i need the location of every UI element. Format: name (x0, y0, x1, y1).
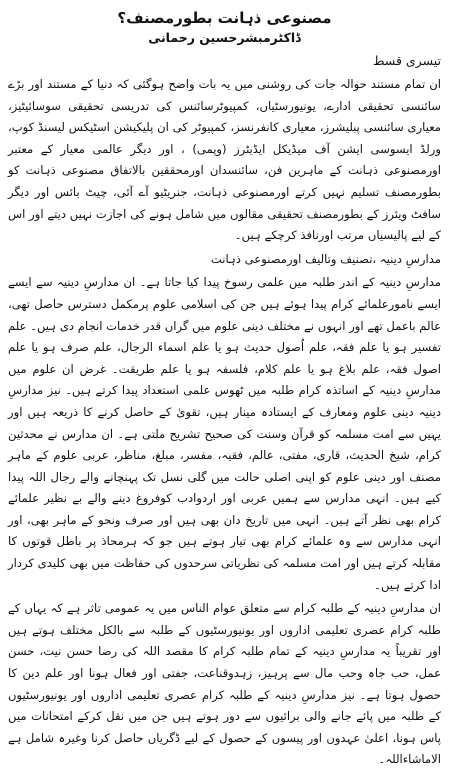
section-subheading: مدارسِ دینیہ ،تصنیف وتالیف اورمصنوعی ذہانت (210, 251, 441, 266)
article-paragraph: ان تمام مستند حوالہ جات کی روشنی میں یہ بات واضح ہوگئی کہ دنیا کے مستند اور بڑے سائنسی تحقیقی ادارے، یونیورسٹیاں، کمپیوٹرسائنس کی تدریسی تحقیقی سوسائیٹیز، معیاری سائنسی پبلیشرز، معیاری کانفرنسز، کمپیوٹر کی ان پلیکیشن اسٹیکس لیسنڈ کوپ، ورلڈ ایسوسی ایشن آف میڈیکل ایڈیٹرز (وپمی) ، اور دیگر عالمی معیار کے معتبر اورمصنوعی ذہانت کے ماہرین فن، سائنسدان اورمحققین بالاتفاق مصنوعی ذہانت کو بطورمصنف تسلیم نہیں کرتے اورمصنوعی ذہانت، جنریٹیو آے آئی، چیٹ بائس اور دیگر سافٹ ویئرز کے بطورمصنف تحقیقی مقالوں میں شامل ہونے کی اجازت نہیں دیتے اور اس کے لیے پالیسیاں مرتب اورنافذ کرچکے ہیں۔ (8, 77, 441, 243)
installment-label: تیسری قسط (372, 53, 441, 68)
author-byline: ڈاکٹرمبشرحسین رحمانی (148, 30, 301, 45)
article-paragraph: ان مدارسِ دینیہ کے طلبہ کرام سے متعلق عوام الناس میں یہ عمومی تاثر ہے کہ یہاں کے طلبہ کرام عصری تعلیمی اداروں اور یونیورسٹیوں کے طلبہ سے بالکل مختلف ہوتے ہیں اور تقریباً یہ مدارسِ دینیہ کے تمام طلبہ کرام کا مقصد اللہ کی رضا حسن نیت، حسن عمل، حب جاہ وحب مال سے پرہیز، زہدوقناعت، جفتی اور فعال ہونا اور علم دین کا حصول ہوتا ہے۔ نیز مدارسِ دینیہ کے طلبہ کرام عصری تعلیمی اداروں اور یونیورسٹیوں کے طلبہ میں پائے جانے والی برائیوں سے دور ہوتے ہیں جن میں نقل کرکے امتحانات میں پاس ہونا، اعلیٰ عہدوں اور پیسوں کے حصول کے لیے ڈگریاں حاصل کرنا وغیرہ شامل ہے الاماشاءاللہ۔ (8, 601, 441, 767)
article-paragraph: مدارسِ دینیہ کے اندر طلبہ میں علمی رسوخ پیدا کیا جاتا ہے۔ ان مدارسِ دینیہ سے ایسے ایسے نامورعلمائے کرام پیدا ہوئے ہیں جن کی اسلامی علوم پرمکمل دسترس حاصل تھی، عالم باعمل تھے اور انہوں نے مختلف دینی علوم میں گراں قدر خدمات انجام دی ہیں۔ علم تفسیر ہو یا علم فقہ، علم اُصول حدیث ہو یا علم اسماء الرجال، علم صرف ہو یا علم اصول فقہ، علم بلاغ ہو یا علم کلام، فلسفہ ہو یا علم طریقت۔ غرض ان علوم میں مدارسِ دینیہ کے اساتذہ کرام طلبہ میں ٹھوس علمی استعداد پیدا کرتے ہیں۔ نیز مدارسِ دینیہ دینی علوم ومعارف کے ایستادہ مینار ہیں، تقویٰ کے حاصل کرنے کا ذریعہ ہیں اور یہیں سے امت مسلمہ کو قرآن وسنت کی صحیح تشریح ملتی ہے۔ ان مدارس نے محدثین کرام، شیخ الحدیث، قاری، مفتی، عالم، فقیہ، مفسر، مبلغ، مناظر، عربی علوم کے ماہر مصنف اور دینی علوم کو اپنی اصلی حالت میں گلی نسل تک پہنچانے والے رجال اللہ پیدا کیے ہیں۔ انہی مدارس سے ہمیں عربی اور اردوادب کوفروغ دینے والے بے نظیر علمائے کرام بھی نظر آتے ہیں۔ انہی میں تاریخ دان بھی ہیں اور صرف ونحو کے ماہر بھی، اور انہی مدارس سے وہ علمائے کرام بھی تیار ہوتے ہیں جو کہ ہرمحاذ پر باطل قوتوں کا مقابلہ کرتے ہیں اور امت مسلمہ کی نظریاتی سرحدوں کی حفاظت میں بھی کلیدی کردار ادا کرتے ہیں۔ (8, 275, 441, 592)
article-title: مصنوعی ذہانت بطورمصنف؟ (117, 9, 332, 27)
